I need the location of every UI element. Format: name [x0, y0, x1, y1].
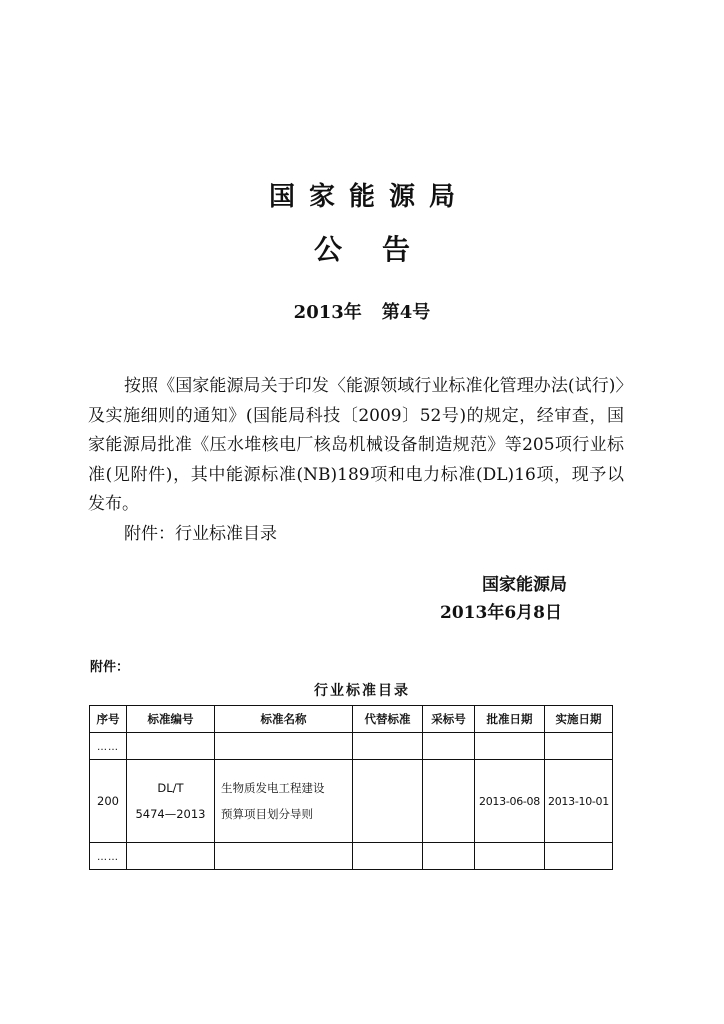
col-header-code: 标准编号 [127, 706, 215, 733]
table-title: 行业标准目录 [314, 683, 410, 699]
row-code-line2: 5474—2013 [135, 807, 206, 821]
issue-year: 2013年 [293, 302, 362, 323]
ellipsis-cell [90, 843, 127, 870]
notice-title: 公告 [313, 233, 450, 266]
agency-title: 国家能源局 [268, 182, 469, 212]
issue-number [0, 298, 724, 324]
col-header-adopted: 采标号 [423, 706, 475, 733]
row-name-line1: 生物质发电工程建设 [221, 781, 325, 795]
col-header-replaces: 代替标准 [353, 706, 423, 733]
col-header-name: 标准名称 [215, 706, 353, 733]
col-header-effective-date: 实施日期 [545, 706, 613, 733]
notice-body [88, 372, 624, 549]
row-code [127, 760, 215, 843]
table-row [90, 843, 613, 870]
col-header-seq: 序号 [90, 706, 127, 733]
ellipsis-text: …… [97, 742, 119, 753]
table-header-row [90, 706, 613, 733]
row-approve-date: 2013-06-08 [475, 760, 545, 843]
issue-no: 第4号 [381, 302, 431, 323]
body-paragraph-2: 附件：行业标准目录 [124, 523, 277, 544]
row-adopted [423, 760, 475, 843]
standards-table [89, 705, 613, 870]
row-effective-date: 2013-10-01 [545, 760, 613, 843]
row-name [215, 760, 353, 843]
table-row [90, 760, 613, 843]
signature-date: 2013年6月8日 [440, 603, 562, 623]
ellipsis-cell [90, 733, 127, 760]
row-seq: 200 [90, 760, 127, 843]
table-row [90, 733, 613, 760]
signature-org: 国家能源局 [482, 575, 567, 595]
ellipsis-text: …… [97, 852, 119, 863]
row-name-line2: 预算项目划分导则 [221, 807, 313, 821]
row-replaces [353, 760, 423, 843]
attachment-label: 附件： [90, 660, 130, 675]
body-paragraph-1: 按照《国家能源局关于印发〈能源领域行业标准化管理办法(试行)〉及实施细则的通知》(国能局科技〔2009〕52号)的规定，经审查，国家能源局批准《压水堆核电厂核岛机械设备制造规范》等205项行业标准(见附件)，其中能源标准(NB)189项和电力标准(DL)16项，现予以发布。 [88, 376, 624, 514]
col-header-approve-date: 批准日期 [475, 706, 545, 733]
row-code-line1: DL/T [157, 781, 184, 795]
